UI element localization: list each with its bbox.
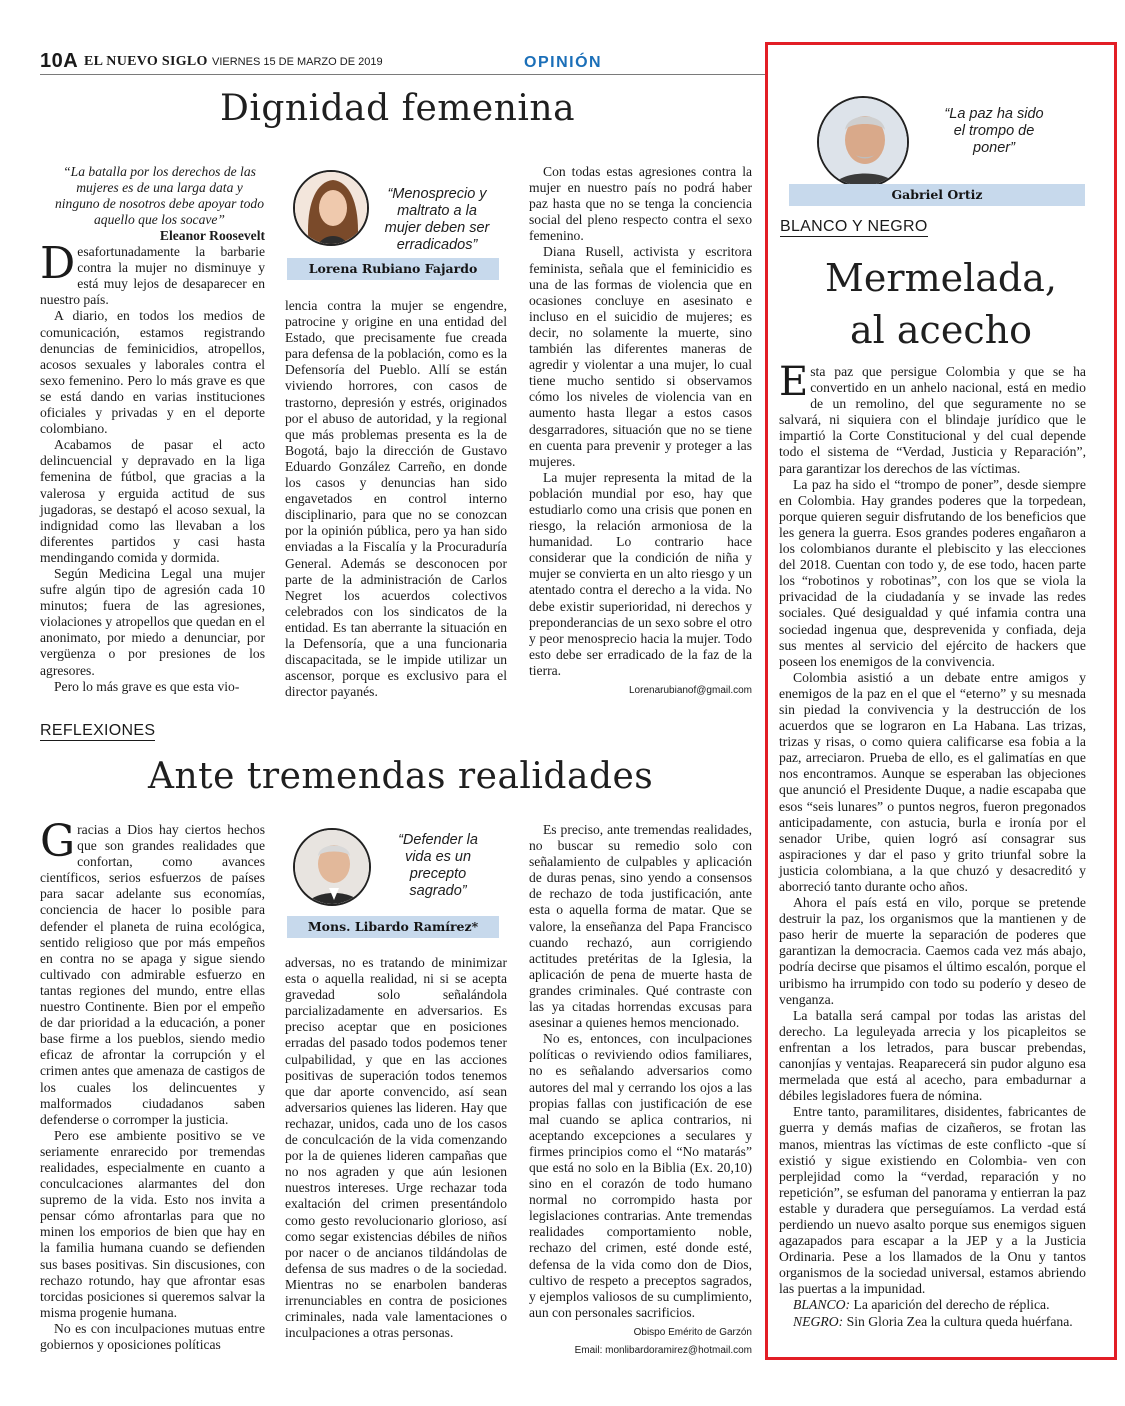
epigraph-author: Eleanor Roosevelt (159, 228, 265, 243)
author-name: Mons. Libardo Ramírez* (287, 916, 499, 938)
paragraph: A diario, en todos los medios de comunicación, estamos registrando denuncias de feminicidios, atropellos, acosos sexuales y laborales contra el sexo femenino. Pero lo más grave es que se está dando en varias instituciones oficiales y privadas y en el deporte colombiano. (40, 308, 265, 437)
section-name: OPINIÓN (524, 54, 603, 71)
paragraph: Entre tanto, paramilitares, disidentes, fabricantes de guerra y demás mafias de cizañeros, se frotan las manos, mientras las víctimas de este conflicto -que sí existió y sigue existiendo en Colombia- ven con perplejidad como la “verdad, reparación y no repetición”, se esfuman del panorama y entierran la paz estable y duradera que perseguíamos. La verdad está perdiendo un nuevo asalto porque sus enemigos siguen agazapados para escapar a la JEP y a la Justicia Ordinaria. Pese a los llamados de la Onu y tantos organismos de la sociedad universal, estamos abriendo las puertas a la impunidad. (779, 1104, 1086, 1297)
paragraph: Pero lo más grave es que esta vio- (54, 678, 240, 694)
page-number: 10A (40, 50, 79, 72)
paragraph: No es con inculpaciones mutuas entre gobiernos y oposiciones políticas (40, 1320, 265, 1352)
paragraph: esafortunadamente la barbarie contra la mujer no disminuye y está muy lejos de desaparecer en nuestro país. (40, 244, 265, 308)
author-box-libardo (287, 826, 499, 944)
paragraph: Es preciso, ante tremendas realidades, no buscar su remedio solo con señalamiento de culpables y aplicación de duras penas, sino yendo a consensos de rechazo de toda justificación, ante esta o aquella forma de matar. Que se valore, la enseñanza del Papa Francisco cuando rechazó, aun corrigiendo actitudes pretéritas de la Iglesia, la aplicación de pena de muerte hasta de grandes criminales. Qué contraste con las ya citadas horrendas excusas para asesinar a quienes hemos mencionado. (529, 822, 752, 1031)
paragraph: Ahora el país está en vilo, porque se pretende destruir la paz, los organismos que la mantienen y de paso herir de muerte la separación de poderes que garantizan la democracia. Caemos cada vez más abajo, podría decirse que pisamos el último escalón, porque el uribismo ha irrumpido con todo su poderío y deseo de venganza. (779, 895, 1086, 1007)
negro-text: Sin Gloria Zea la cultura queda huérfana. (843, 1313, 1073, 1329)
author-quote: “La paz ha sido el trompo de poner” (944, 106, 1044, 156)
negro-note (779, 1314, 1086, 1330)
paragraph: Colombia asistió a un debate entre amigos y enemigos de la paz en el que el “eterno” y su mesnada sin piedad la convivencia y la destrucción de los acuerdos que se lograron en La Habana. Las trizas, trizas y risas, o como quiera calificarse esa fobia a la paz, arreciaron. Prueba de ello, es el galimatías en que nos encontramos. Aunque se esperaban las objeciones que anunció el Presidente Duque, a nadie escapaba que esos “seis lunares” o puntos negros, fueron pregonados anticipadamente, con astucia, burla e ironía por el senador Uribe, quien logró así consagrar sus aspiraciones y dar el paso y grito triunfal sobre la justicia colombiana, a la que chuzó y desacreditó y aborreció tanto durante ocho años. (779, 669, 1086, 894)
paragraph: Con todas estas agresiones contra la mujer en nuestro país no podrá haber paz hasta que no se tenga la conciencia social del pleno respecto contra el sexo femenino. (529, 164, 752, 244)
paragraph: racias a Dios hay ciertos hechos que son grandes realidades que confortan, como avances científicos, serios esfuerzos de países para sacar adelante sus economías, conciencia de hacer lo posible para defender el planeta de ruina ecológica, sentido religioso que por más empeños en contra no se apaga y sigue siendo cultivado con admirable esfuerzo en tantas regiones del mundo, entre ellas nuestro Continente. Bien por el empeño de dar prioridad a la educación, a poner base firme a los pueblos, siendo medio eficaz de afrontar la corrupción y el crimen antes que amenaza de castigos de los cuales los delincuentes y malformados ciudadanos saben defenderse o corromper la justicia. (40, 822, 265, 1127)
blanco-text: La aparición del derecho de réplica. (850, 1297, 1050, 1313)
paragraph: La paz ha sido el “trompo de poner”, desde siempre en Colombia. Hay grandes poderes que la torpedean, porque quieren seguir disfrutando de los beneficios que les genera la guerra. Esos grandes poderes engañaron a los colombianos durante el plebiscito y las elecciones del 2018. Cuentan con todo y, de ese todo, hacen parte los “robotinos y robotinas”, con los que se viola la privacidad de la ciudadanía y se invade las redes sociales. Qué desigualdad y qué infamia contra una sociedad ingenua que, desprevenida y confiada, deja sus mentes al servicio del ejército de hackers que poseen los enemigos de la convivencia. (779, 476, 1086, 669)
article1-column-1 (40, 164, 265, 695)
author-name: Lorena Rubiano Fajardo (287, 258, 499, 280)
article2-column-3 (529, 822, 752, 1359)
paragraph: Diana Rusell, activista y escritora feminista, señala que el feminicidio es una de las formas de violencia que en ocasiones concluye en asesinato e incluso en el suicidio de mujeres; es decir, no solamente la muerte, sino también las diferentes maneras de agredir y violentar a una mujer, lo cual tiene mucho sentido si observamos cómo los niveles de violencia van en aumento hasta llegar a estos casos desgarradores, situación que no se tiene en cuenta para prevenir y proteger a las mujeres. (529, 244, 752, 469)
rubric-reflexiones (40, 722, 155, 740)
paragraph: adversas, no es tratando de minimizar esta o aquella realidad, ni si se acepta gravedad solo señalándola parcializadamente en adversarios. Es preciso aceptar que en posiciones erradas del pasado todos podemos tener culpabilidad, y que en las acciones positivas de superación todos tenemos que dar aporte convencido, así sean adversarios quienes las lideren. Hay que rechazar, unidos, cada uno de los casos de conculcación de la vida comenzando por la de quienes lideren campañas que no nos agraden y que aún lesionen nuestros intereses. Urge rechazar toda exaltación del crimen presentándolo como gesto revolucionario glorioso, así como segar existencias débiles de niños por nacer o de ancianos tildándolas de defensa de sus madres o de la sociedad. Mientras no se enarbolen banderas irrenunciables en contra de posiciones criminales, nada vale lamentaciones o inculpaciones a otras personas. (285, 955, 507, 1341)
dropcap: E (779, 359, 809, 405)
newspaper-name: EL NUEVO SIGLO (84, 54, 208, 69)
paragraph: lencia contra la mujer se engendre, patrocine y origine en una entidad del Estado, que precisamente fue creada para defensa de la población, como es la Defensoría del Pueblo. Allí se están viviendo horrores, con casos de trastorno, depresión y estrés, originados por el abuso de autoridad, y la regional que más problemas presenta es la de Bogotá, bajo la dirección de Gustavo Eduardo González Carreño, en donde los casos y denuncias han sido engavetados en control interno disciplinario, para que no se conozcan por la opinión pública, pero ya han sido enviadas a la Fiscalía y la Procuraduría General. Además se desconocen por parte de la administración de Carlos Negret los acuerdos colectivos celebrados con los sindicatos de la entidad. Es tan aberrante la situación en la Defensoría, que a una funcionaria discapacitada, se le impide utilizar un ascensor, porque es exclusivo para el director payanés. (285, 298, 507, 700)
paragraph: sta paz que persigue Colombia y que se ha convertido en un anhelo nacional, está en medio de un remolino, del que seguramente no se salvará, ni siquiera con el blindaje jurídico que le impartió la Corte Constitucional y del cual depende todo el sistema de “Verdad, Justicia y Reparación”, para garantizar los derechos de las víctimas. (779, 364, 1086, 476)
author-signature: Obispo Emérito de Garzón (633, 1326, 752, 1338)
article1-column-3 (529, 164, 752, 699)
article-title-mermelada (780, 252, 1102, 356)
paragraph: La mujer representa la mitad de la población mundial por eso, hay que estudiarlo como una crisis que ponen en riesgo, la relación armoniosa de la humanidad. Lo contrario hace considerar que la condición de niña y mujer se convierta en un alto riesgo y un atentado contra el derecho a la vida. No debe existir superioridad, ni derechos y preponderancias de un sexo sobre el otro y peor menosprecio hacia la mujer. Todo esto debe ser erradicado de la faz de la tierra. (529, 469, 752, 678)
dropcap: D (40, 238, 76, 290)
header-rule (40, 74, 765, 75)
title-line: al acecho (850, 308, 1032, 352)
paragraph: Acabamos de pasar el acto delincuencial y depravado en la liga femenina de fútbol, que gracias a la valerosa y erguida actitud de sus jugadoras, se destapó el acoso sexual, la indignidad como las llevaban a los diferentes partidos y casi hasta mendingando comida y dormida. (40, 437, 265, 565)
rubric-label: REFLEXIONES (40, 722, 156, 739)
issue-date: VIERNES 15 DE MARZO DE 2019 (212, 56, 383, 68)
epigraph-quote: “La batalla por los derechos de las mujeres es de una larga data y ninguno de nosotros debe apoyar todo aquello que los socave” (54, 164, 265, 227)
paragraph: No es, entonces, con inculpaciones políticas o reviviendo odios familiares, no es señalando adversarios como autores del mal y cerrando los ojos a las propias fallas con justificación de ese mal cuando se aplica contrarios, ni aceptando excepciones a seculares y firmes principios como el “No matarás” que está no solo en la Biblia (Ex. 20,10) sino en el corazón de todo humano normal no corrompido hasta por legislaciones contrarias. Ante tremendas realidades comportamiento noble, rechazo del crimen, esté donde esté, defensa de la vida como don de Dios, cultivo de respeto a preceptos sagrados, y ejemplos valiosos de su cumplimiento, aun con personales sacrificios. (529, 1031, 752, 1320)
article1-column-2 (285, 298, 507, 700)
rubric-blanco-y-negro (780, 218, 928, 236)
author-email: Lorenarubianof@gmail.com (629, 685, 752, 696)
dropcap: G (40, 816, 76, 867)
author-box-lorena (287, 168, 499, 283)
author-photo (293, 170, 369, 246)
author-name: Gabriel Ortiz (789, 184, 1085, 206)
negro-label: NEGRO: (793, 1313, 844, 1329)
article2-column-2 (285, 955, 507, 1341)
article2-column-1 (40, 816, 265, 1353)
paragraph: La batalla será campal por todas las aristas del derecho. La leguleyada arrecia y los picapleitos se enfrentan a los letrados, para buscar prebendas, canonjías y ventajas. Reaparecerá sin pudor alguno esa mermelada que está al acecho, para embadurnar a débiles legisladores fuera de nómina. (779, 1007, 1086, 1104)
article3-body (779, 359, 1086, 1330)
paragraph: Pero ese ambiente positivo se ve seriamente enrarecido por tremendas realidades, especialmente en cuanto a conculcaciones alarmantes del don supremo de la vida. Esto nos invita a pensar cómo afrontarlas para que no minen los emporios de bien que hay en la familia humana cuando se defienden sus bases positivas. Sin discusiones, con rechazo rotundo, hay que afrontar esas torcidas posiciones si queremos salvar la misma progenie humana. (40, 1127, 265, 1320)
article-title-ante: Ante tremendas realidades (148, 756, 654, 797)
title-line: Mermelada, (825, 256, 1057, 300)
article-title-dignidad: Dignidad femenina (220, 88, 576, 129)
rubric-label: BLANCO Y NEGRO (780, 218, 928, 235)
author-box-gabriel (789, 94, 1085, 208)
author-email: Email: monlibardoramirez@hotmail.com (574, 1345, 752, 1356)
author-quote: “Defender la vida es un precepto sagrado” (398, 832, 478, 899)
paragraph: Según Medicina Legal una mujer sufre algún tipo de agresión cada 10 minutos; fuera de las agresiones, violaciones y atropellos que quedan en el anonimato, por miedo a denunciar, por vergüenza o por presiones de los agresores. (40, 565, 265, 678)
author-photo (293, 828, 371, 906)
author-photo (817, 96, 909, 188)
blanco-label: BLANCO: (793, 1297, 851, 1313)
blanco-note (779, 1297, 1086, 1313)
author-quote: “Menosprecio y maltrato a la mujer deben ser erradicados” (384, 186, 490, 253)
